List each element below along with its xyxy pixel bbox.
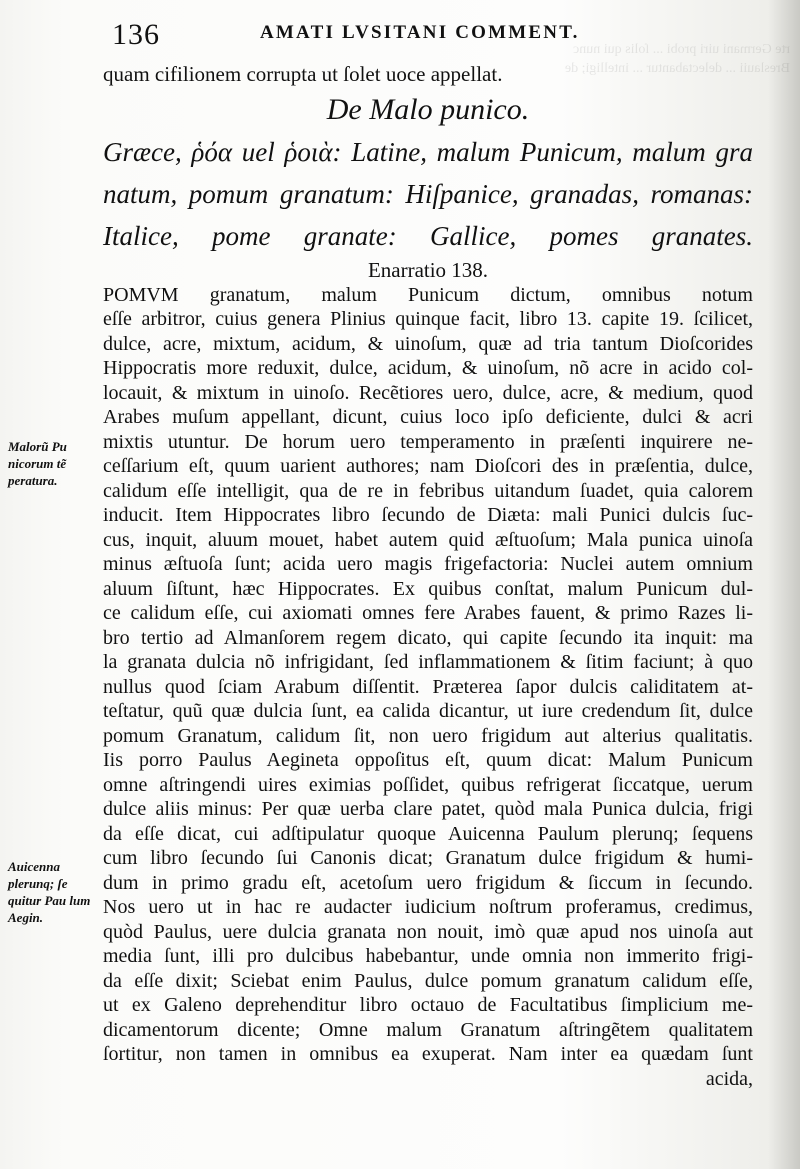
text-line: quòd Paulus, uere dulcia granata non nouit, imò quæ apud nos uinoſa aut [103,920,753,943]
text-line: dulce aliis minus: Per quæ uerba clare patet, quòd mala Punica dulcia, frigi [103,798,753,820]
text-line: aluum ſiſtunt, hæc Hippocrates. Ex quibus conſtat, malum Punicum dul- [103,577,753,600]
running-title: AMATI LVSITANI COMMENT. [260,22,580,43]
margin-note-2: Auicenna plerunq; ſe quitur Pau lum Aegin. [8,859,91,925]
text-line: acida, [705,1067,753,1090]
section-title: De Malo punico. [326,92,530,126]
text-line: teſtatur, quũ quæ dulcia ſunt, ea calida dicantur, ut iure credendum ſit, dulce [103,700,753,722]
text-line: bro tertio ad Almanſorem regem dicato, qui capite ſecundo ita inquit: ma [103,626,753,649]
text-line: media ſunt, illi pro dulcibus habebantur, unde omnia non immerito frigi- [103,945,753,967]
text-line: dum in primo gradu eſt, acetoſum uero frigidum & ſiccum in ſecundo. [103,871,753,894]
margin-note-1: Malorũ Pu nicorum tẽ peratura. [8,439,67,488]
names-line-2: natum, pomum granatum: Hiſpanice, granadas, romanas: [103,178,753,209]
text-line: la granata dulcia nõ infrigidant, ſed inflammationem & ſitim faciunt; à quo [103,651,753,673]
text-line: Nos uero ut in hac re audacter iudicium noſtrum proferamus, credimus, [103,896,753,918]
show-through-text: rte Germani uiri probi ... ſolis qui nunc Breslauii ... delectabantur ... intelligi; de [564,42,790,76]
text-line: omne aſtringendi uires eximias poſſidet, quibus refrigerat ſiccatque, uerum [103,773,753,796]
text-line: dulce, acre, mixtum, acidum, & uinoſum, quæ ad tria tantum Dioſcorides [103,332,753,355]
text-line: ce calidum eſſe, cui axiomati omnes fere Arabes fauent, & primo Razes li- [103,602,753,624]
main-text-block [103,62,753,1091]
text-line: Arabes muſum appellant, dicunt, cuius loco ipſo deficiente, dulci & acri [103,406,753,428]
text-line: pomum Granatum, calidum ſit, non uero frigidum aut alterius qualitatis. [103,724,753,747]
text-line: cus, inquit, aluum mouet, habet autem quid æſtuoſum; Mala punica uinoſa [103,528,753,551]
text-line: minus æſtuoſa ſunt; acida uero magis frigefactoria: Nuclei autem omnium [103,553,753,575]
names-line-1: Græce, ῥόα uel ῥοιὰ: Latine, malum Punicum, malum gra [103,136,753,167]
text-line: eſſe arbitror, cuius genera Plinius quinque facit, libro 13. capite 19. ſcilicet, [103,308,753,330]
enarratio-label: Enarratio 138. [367,257,489,282]
text-line: dicamentorum dicente; Omne malum Granatum aſtringẽtem qualitatem [103,1018,753,1041]
intro-line: quam cifilionem corrupta ut ſolet uoce appellat. [103,62,503,86]
text-line: calidum eſſe intelligit, qua de re in febribus uitandum ſuadet, quia calorem [103,479,753,502]
text-line: ſortitur, non tamen in omnibus ea exuperat. Nam inter ea quædam ſunt [103,1043,753,1065]
body-paragraph [103,283,753,1092]
text-line: mixtis utuntur. De horum uero temperamento in præſenti inquirere ne- [103,430,753,453]
text-line: cum libro ſecundo ſui Canonis dicat; Granatum dulce frigidum & humi- [103,847,753,869]
text-line: inducit. Item Hippocrates libro ſecundo de Diæta: mali Punici dulcis ſuc- [103,504,753,526]
names-line-3: Italice, pome granate: Gallice, pomes granates. [103,220,753,251]
text-line: POMVM granatum, malum Punicum dictum, omnibus notum [103,283,753,306]
text-line: ut ex Galeno deprehenditur libro octauo de Facultatibus ſimplicium me- [103,994,753,1016]
page-header [112,18,752,56]
text-line: da eſſe dixit; Sciebat enim Paulus, dulce pomum granatum calidum eſſe, [103,969,753,992]
page-number: 136 [112,18,160,51]
text-line: Hippocratis more reduxit, dulce, acidum, & uinoſum, nõ acre in acido col- [103,357,753,379]
text-line: ceſſarium eſt, quum uarient authores; nam Dioſcori des in præſentia, dulce, [103,455,753,477]
text-line: nullus quod ſciam Arabum diſſentit. Præterea ſapor dulcis caliditatem at- [103,675,753,698]
text-line: Iis porro Paulus Aegineta oppoſitus eſt, quum dicat: Malum Punicum [103,749,753,771]
text-line: locauit, & mixtum in uinoſo. Recẽtiores uero, dulce, acre, & medium, quod [103,381,753,404]
text-line: da eſſe dicat, cui adſtipulatur quoque Auicenna Paulum plerunq; ſequens [103,822,753,845]
